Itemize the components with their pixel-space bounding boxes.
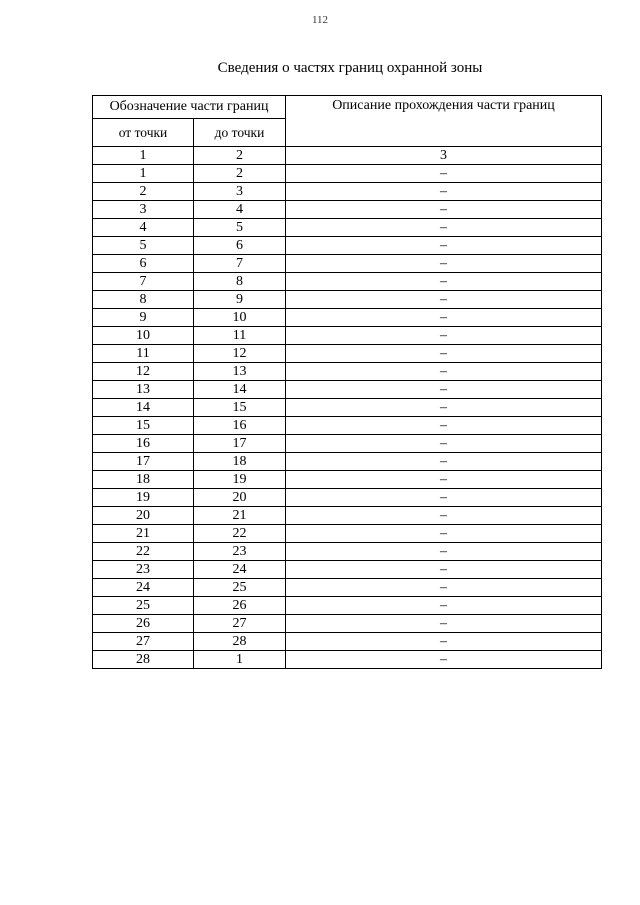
table-row [93,525,602,543]
table-row [93,651,602,669]
cell-description: – [286,615,602,633]
cell-from-point: 8 [93,291,194,309]
cell-description: – [286,543,602,561]
cell-from-point: 4 [93,219,194,237]
cell-description: – [286,507,602,525]
cell-from-point: 25 [93,597,194,615]
cell-from-point: 18 [93,471,194,489]
cell-description: – [286,273,602,291]
cell-description: – [286,417,602,435]
cell-description: – [286,399,602,417]
table-row [93,579,602,597]
cell-description: – [286,255,602,273]
table-row [93,291,602,309]
cell-to-point: 3 [194,183,286,201]
cell-from-point: 3 [93,201,194,219]
cell-to-point: 17 [194,435,286,453]
cell-to-point: 19 [194,471,286,489]
table-row [93,543,602,561]
cell-from-point: 26 [93,615,194,633]
cell-from-point: 12 [93,363,194,381]
cell-from-point: 10 [93,327,194,345]
table-row [93,381,602,399]
cell-from-point: 24 [93,579,194,597]
table-row [93,165,602,183]
cell-description: – [286,525,602,543]
cell-description: – [286,597,602,615]
cell-description: 3 [286,147,602,165]
cell-description: – [286,201,602,219]
table-row [93,201,602,219]
cell-description: – [286,165,602,183]
header-boundary-part-designation: Обозначение части границ [93,96,286,119]
table-row [93,561,602,579]
table-row [93,255,602,273]
cell-from-point: 13 [93,381,194,399]
cell-description: – [286,363,602,381]
cell-to-point: 11 [194,327,286,345]
cell-to-point: 15 [194,399,286,417]
cell-from-point: 2 [93,183,194,201]
cell-description: – [286,453,602,471]
cell-from-point: 20 [93,507,194,525]
cell-to-point: 26 [194,597,286,615]
cell-to-point: 5 [194,219,286,237]
cell-from-point: 7 [93,273,194,291]
cell-to-point: 9 [194,291,286,309]
cell-to-point: 13 [194,363,286,381]
cell-description: – [286,327,602,345]
header-from-point: от точки [93,119,194,147]
table-row [93,399,602,417]
header-row [93,96,602,119]
cell-from-point: 19 [93,489,194,507]
table-row [93,345,602,363]
cell-to-point: 4 [194,201,286,219]
table-row [93,453,602,471]
table-row [93,417,602,435]
table-row [93,471,602,489]
cell-from-point: 17 [93,453,194,471]
cell-from-point: 11 [93,345,194,363]
cell-from-point: 6 [93,255,194,273]
document-title: Сведения о частях границ охранной зоны [217,60,483,76]
cell-from-point: 16 [93,435,194,453]
cell-description: – [286,579,602,597]
table-row [93,327,602,345]
table-row [93,615,602,633]
table-row [93,237,602,255]
cell-from-point: 5 [93,237,194,255]
cell-from-point: 1 [93,147,194,165]
cell-from-point: 28 [93,651,194,669]
table-header [93,96,602,147]
cell-from-point: 15 [93,417,194,435]
cell-to-point: 12 [194,345,286,363]
table-row [93,489,602,507]
cell-to-point: 27 [194,615,286,633]
cell-from-point: 27 [93,633,194,651]
cell-description: – [286,633,602,651]
cell-from-point: 22 [93,543,194,561]
cell-description: – [286,237,602,255]
cell-to-point: 10 [194,309,286,327]
cell-to-point: 2 [194,147,286,165]
table-row [93,183,602,201]
cell-to-point: 8 [194,273,286,291]
table-row [93,219,602,237]
cell-description: – [286,219,602,237]
cell-to-point: 2 [194,165,286,183]
cell-to-point: 1 [194,651,286,669]
page-number: 112 [311,14,329,26]
table-row [93,273,602,291]
cell-description: – [286,561,602,579]
cell-to-point: 7 [194,255,286,273]
cell-description: – [286,489,602,507]
cell-description: – [286,183,602,201]
table-row [93,435,602,453]
cell-to-point: 24 [194,561,286,579]
cell-to-point: 23 [194,543,286,561]
cell-to-point: 18 [194,453,286,471]
cell-from-point: 21 [93,525,194,543]
cell-description: – [286,381,602,399]
header-boundary-part-description: Описание прохождения части границ [286,96,602,147]
table-row [93,147,602,165]
table-row [93,633,602,651]
boundary-parts-table [92,95,602,669]
cell-from-point: 1 [93,165,194,183]
cell-from-point: 23 [93,561,194,579]
cell-to-point: 16 [194,417,286,435]
table-row [93,309,602,327]
table-row [93,363,602,381]
cell-from-point: 14 [93,399,194,417]
cell-description: – [286,471,602,489]
cell-from-point: 9 [93,309,194,327]
cell-description: – [286,309,602,327]
cell-to-point: 22 [194,525,286,543]
cell-to-point: 25 [194,579,286,597]
table-row [93,507,602,525]
cell-description: – [286,435,602,453]
cell-to-point: 6 [194,237,286,255]
cell-to-point: 28 [194,633,286,651]
cell-description: – [286,651,602,669]
cell-to-point: 21 [194,507,286,525]
table-row [93,597,602,615]
header-to-point: до точки [194,119,286,147]
cell-to-point: 20 [194,489,286,507]
cell-to-point: 14 [194,381,286,399]
cell-description: – [286,345,602,363]
table-body [93,147,602,669]
cell-description: – [286,291,602,309]
